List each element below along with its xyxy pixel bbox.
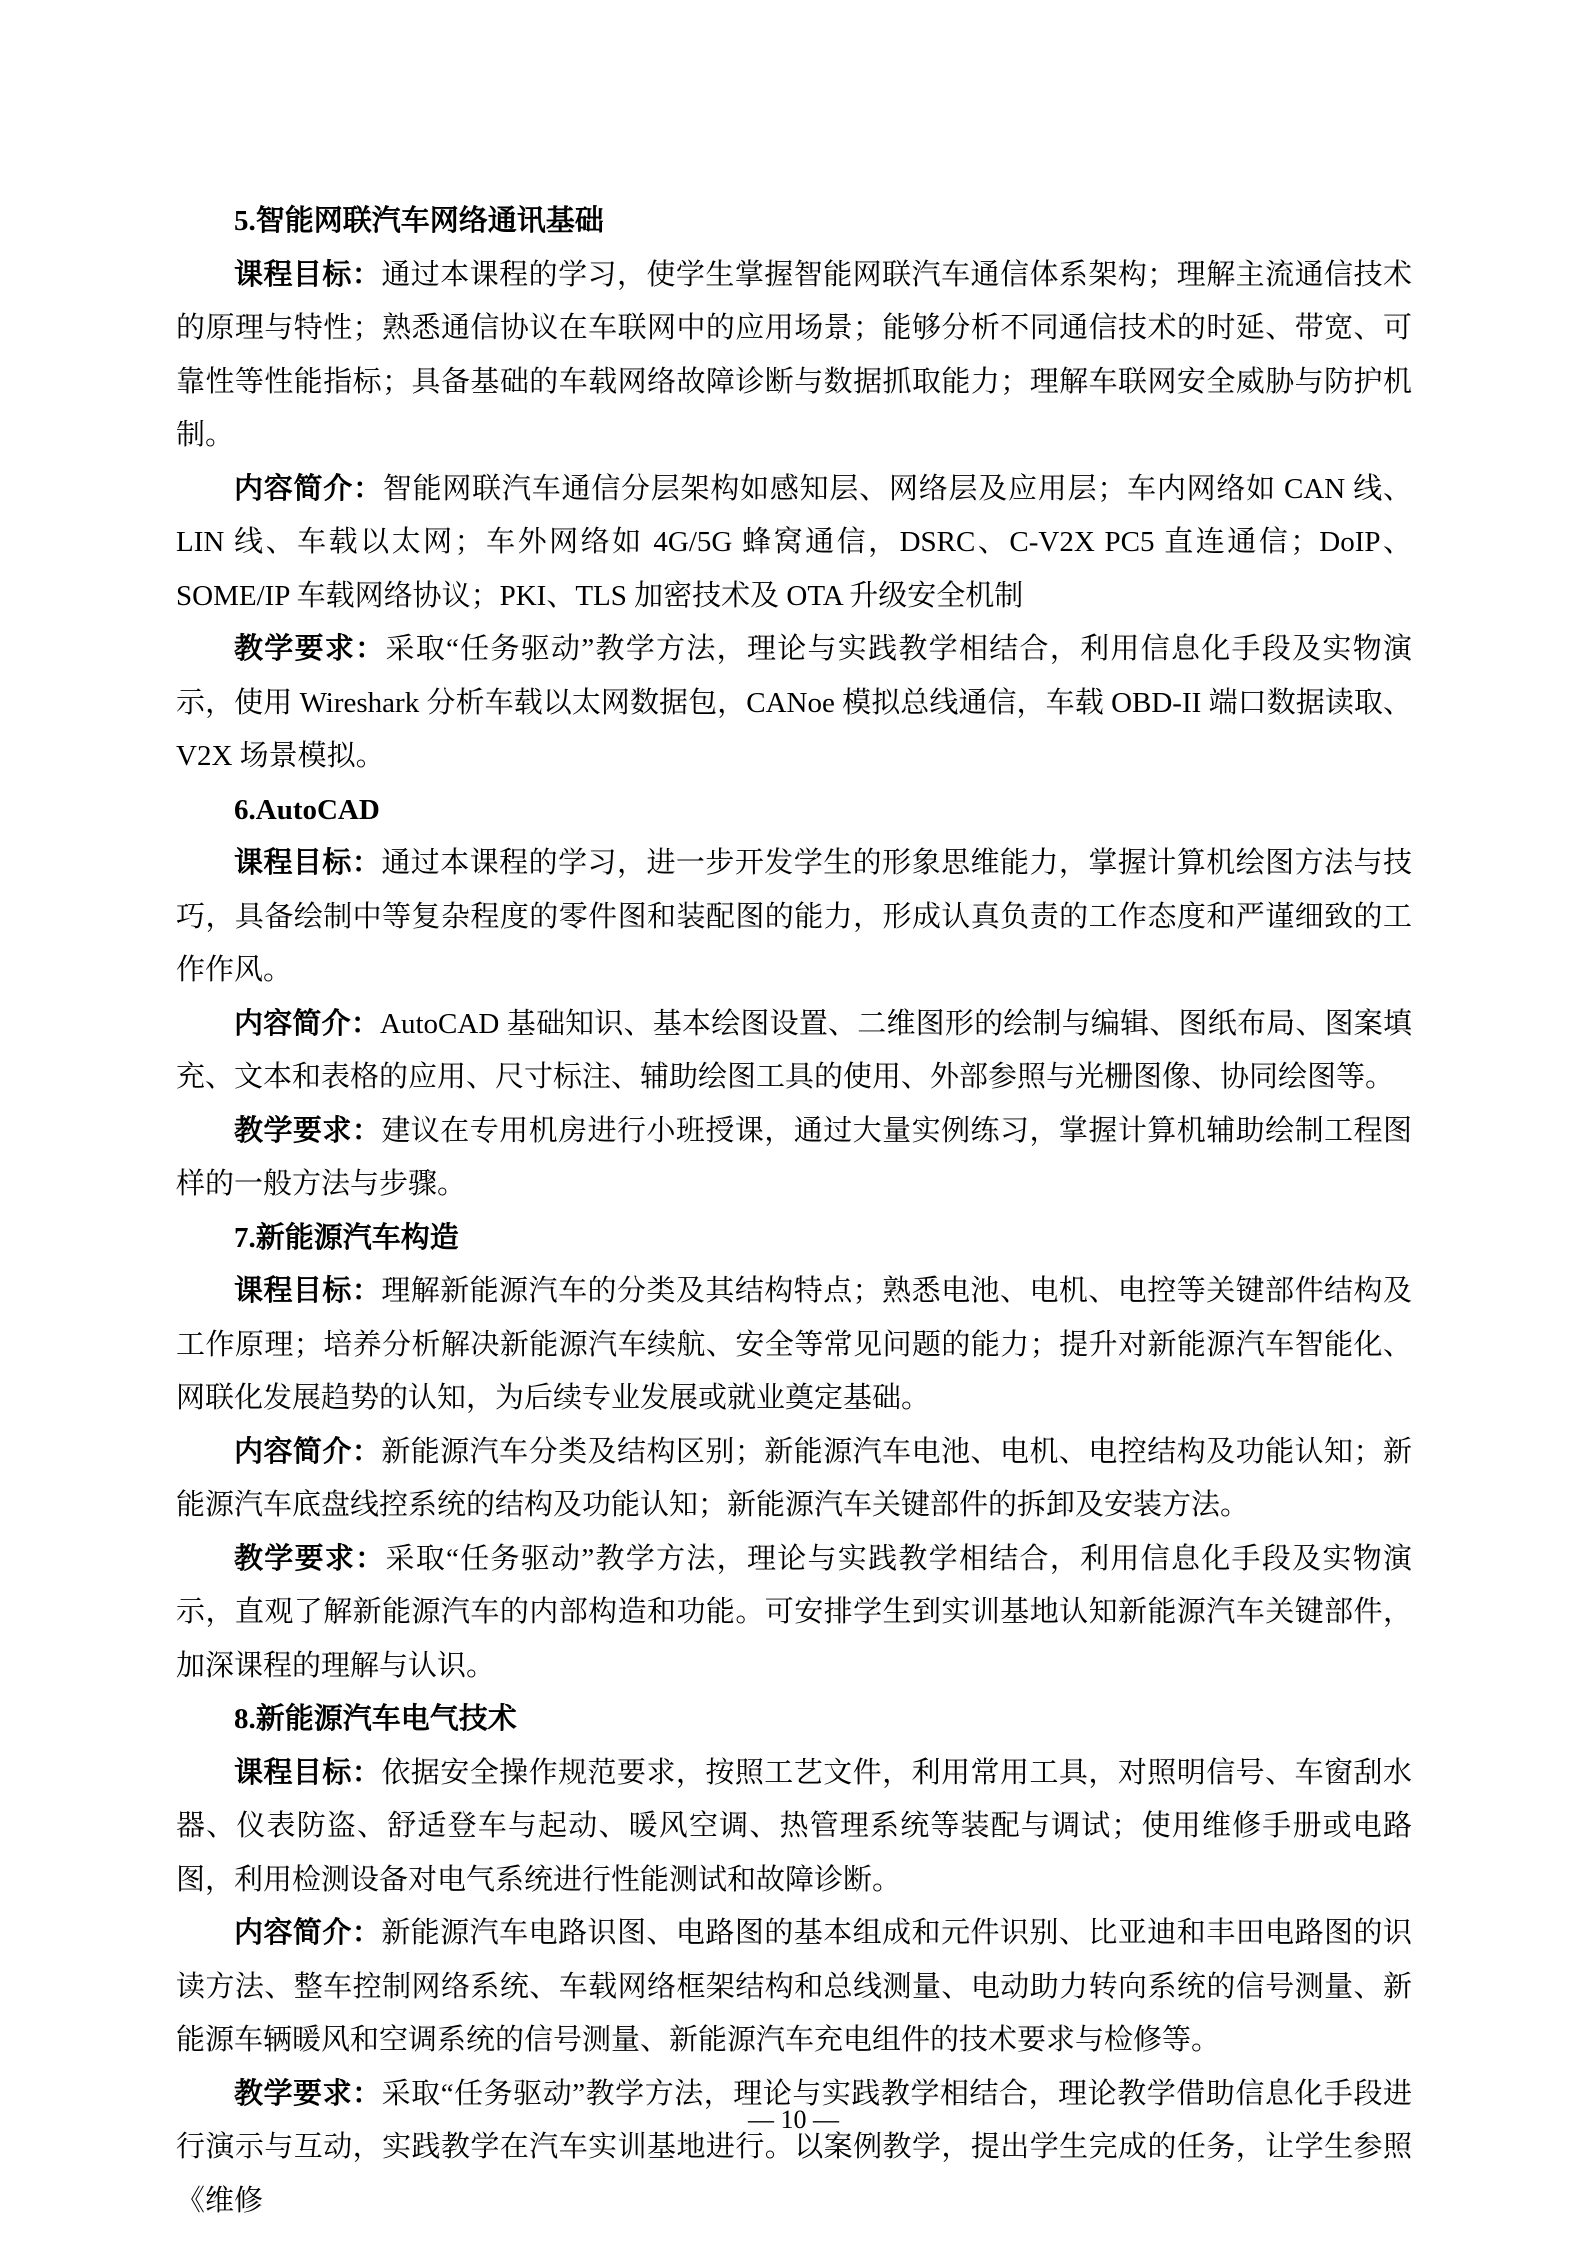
paragraph-text: 建议在专用机房进行小班授课，通过大量实例练习，掌握计算机辅助绘制工程图样的一般方法与步骤。: [176, 1114, 1412, 1200]
paragraph-label: 课程目标：: [234, 258, 382, 291]
paragraph-label: 教学要求：: [234, 2077, 382, 2110]
paragraph-label: 课程目标：: [234, 1275, 382, 1307]
course-section-8: [176, 1693, 1412, 2228]
paragraph: [176, 1747, 1412, 1908]
paragraph: [176, 1265, 1412, 1426]
paragraph-label: 教学要求：: [234, 1114, 382, 1147]
paragraph-label: 课程目标：: [234, 1756, 382, 1789]
paragraph-text: AutoCAD 基础知识、基本绘图设置、二维图形的绘制与编辑、图纸布局、图案填充、文本和表格的应用、尺寸标注、辅助绘图工具的使用、外部参照与光栅图像、协同绘图等。: [176, 1007, 1412, 1093]
paragraph: [176, 623, 1412, 784]
paragraph-text: 智能网联汽车通信分层架构如感知层、网络层及应用层；车内网络如 CAN 线、LIN 线、车载以太网；车外网络如 4G/5G 蜂窝通信，DSRC、C-V2X PC5 直连通信；DoIP、SOME/IP 车载网络协议；PKI、TLS 加密技术及 OTA 升级安全机制: [176, 472, 1412, 612]
paragraph: [176, 463, 1412, 624]
paragraph-text: 通过本课程的学习，使学生掌握智能网联汽车通信体系架构；理解主流通信技术的原理与特性；熟悉通信协议在车联网中的应用场景；能够分析不同通信技术的时延、带宽、可靠性等性能指标；具备基础的车载网络故障诊断与数据抓取能力；理解车联网安全威胁与防护机制。: [176, 258, 1412, 451]
document-page: [176, 195, 1412, 2228]
paragraph: [176, 1907, 1412, 2068]
paragraph: [176, 1426, 1412, 1533]
section-heading: 7.新能源汽车构造: [234, 1221, 459, 1254]
paragraph-label: 课程目标：: [234, 847, 382, 879]
course-section-6: [176, 784, 1412, 1212]
page-number: — 10 —: [748, 2105, 839, 2134]
paragraph-label: 内容简介：: [234, 1435, 382, 1468]
paragraph-text: 新能源汽车分类及结构区别；新能源汽车电池、电机、电控结构及功能认知；新能源汽车底盘线控系统的结构及功能认知；新能源汽车关键部件的拆卸及安装方法。: [176, 1435, 1412, 1521]
paragraph-label: 教学要求：: [234, 1542, 386, 1575]
paragraph: [176, 998, 1412, 1105]
paragraph-text: 采取“任务驱动”教学方法，理论与实践教学相结合，利用信息化手段及实物演示，使用 Wireshark 分析车载以太网数据包，CANoe 模拟总线通信，车载 OBD-II 端口数据读取、V2X 场景模拟。: [176, 633, 1412, 772]
course-section-5: [176, 195, 1412, 784]
paragraph-label: 内容简介：: [234, 1917, 382, 1949]
paragraph: [176, 837, 1412, 998]
paragraph: [176, 1105, 1412, 1212]
paragraph: [176, 2068, 1412, 2229]
section-heading: 8.新能源汽车电气技术: [234, 1703, 517, 1735]
paragraph: [176, 249, 1412, 463]
paragraph-text: 新能源汽车电路识图、电路图的基本组成和元件识别、比亚迪和丰田电路图的识读方法、整车控制网络系统、车载网络框架结构和总线测量、电动助力转向系统的信号测量、新能源车辆暖风和空调系统的信号测量、新能源汽车充电组件的技术要求与检修等。: [176, 1917, 1412, 2056]
paragraph-label: 内容简介：: [234, 472, 383, 505]
paragraph-text: 理解新能源汽车的分类及其结构特点；熟悉电池、电机、电控等关键部件结构及工作原理；培养分析解决新能源汽车续航、安全等常见问题的能力；提升对新能源汽车智能化、网联化发展趋势的认知，为后续专业发展或就业奠定基础。: [176, 1275, 1412, 1414]
paragraph-text: 采取“任务驱动”教学方法，理论与实践教学相结合，利用信息化手段及实物演示，直观了解新能源汽车的内部构造和功能。可安排学生到实训基地认知新能源汽车关键部件，加深课程的理解与认识。: [176, 1542, 1412, 1682]
paragraph-label: 教学要求：: [234, 633, 386, 665]
course-section-7: [176, 1212, 1412, 1694]
section-heading: 6.AutoCAD: [234, 793, 380, 826]
paragraph-text: 通过本课程的学习，进一步开发学生的形象思维能力，掌握计算机绘图方法与技巧，具备绘制中等复杂程度的零件图和装配图的能力，形成认真负责的工作态度和严谨细致的工作作风。: [176, 847, 1412, 986]
paragraph: [176, 1533, 1412, 1694]
paragraph-label: 内容简介：: [234, 1007, 381, 1040]
section-heading: 5.智能网联汽车网络通讯基础: [234, 205, 604, 237]
paragraph-text: 依据安全操作规范要求，按照工艺文件，利用常用工具，对照明信号、车窗刮水器、仪表防盗、舒适登车与起动、暖风空调、热管理系统等装配与调试；使用维修手册或电路图，利用检测设备对电气系统进行性能测试和故障诊断。: [176, 1756, 1412, 1896]
paragraph-text: 采取“任务驱动”教学方法，理论与实践教学相结合，理论教学借助信息化手段进行演示与互动，实践教学在汽车实训基地进行。以案例教学，提出学生完成的任务，让学生参照《维修: [176, 2077, 1412, 2217]
